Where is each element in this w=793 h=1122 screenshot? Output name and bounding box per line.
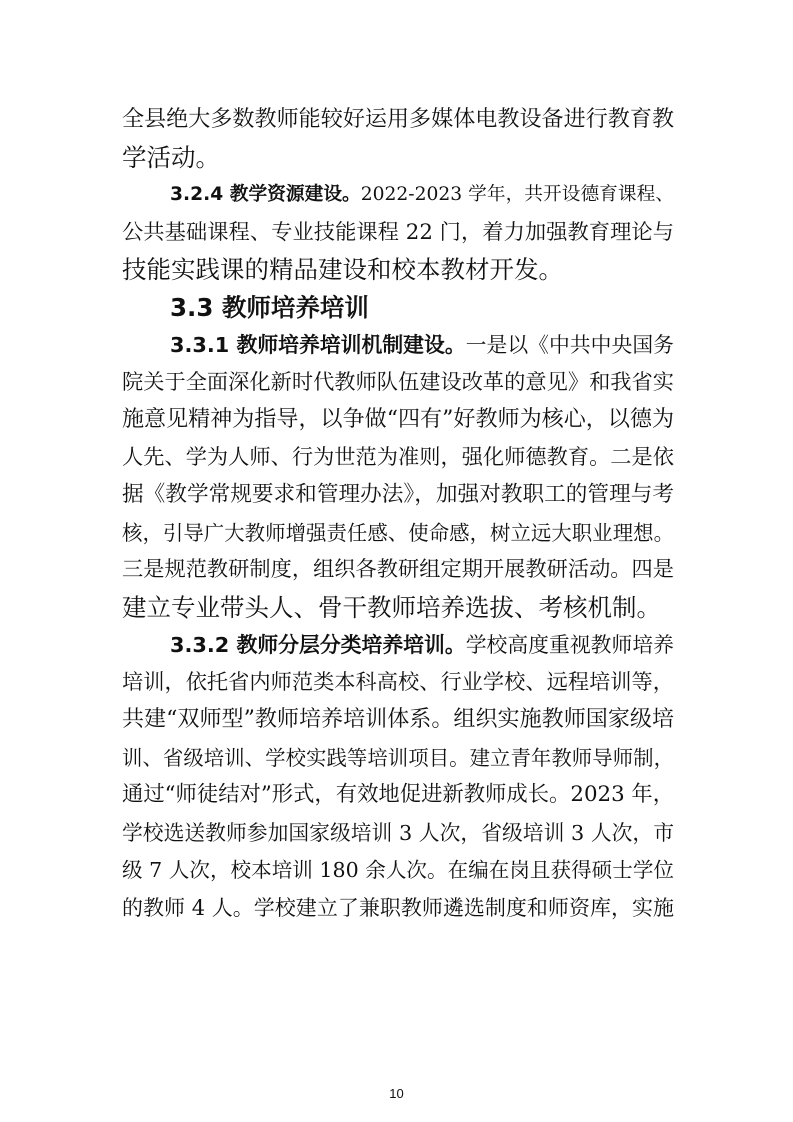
text-line: 全县绝大多数教师能较好运用多媒体电教设备进行教育教 xyxy=(122,107,674,132)
paragraph-3-2-4 xyxy=(170,179,674,211)
text-line: 学校选送教师参加国家级培训 3 人次，省级培训 3 人次，市 xyxy=(122,820,675,845)
text-line: 训、省级培训、学校实践等培训项目。建立青年教师导师制， xyxy=(122,745,674,770)
text-line: 共建“双师型”教师培养培训体系。组织实施教师国家级培 xyxy=(122,707,674,732)
text-line: 学活动。 xyxy=(122,142,220,172)
text-line: 通过“师徒结对”形式，有效地促进新教师成长。2023 年， xyxy=(122,782,675,807)
text-line: 培训，依托省内师范类本科高校、行业学校、远程培训等， xyxy=(122,669,674,695)
text-line: 技能实践课的精品建设和校本教材开发。 xyxy=(122,255,563,284)
paragraph-3-3-2 xyxy=(170,629,674,661)
text-line: 建立专业带头人、骨干教师培养选拔、考核机制。 xyxy=(122,592,661,622)
section-heading: 3.3.2 教师分层分类培养培训。 xyxy=(170,633,466,657)
text-line: 核，引导广大教师增强责任感、使命感，树立远大职业理想。 xyxy=(122,520,674,545)
text-line: 院关于全面深化新时代教师队伍建设改革的意见》和我省实 xyxy=(122,369,674,395)
text-line: 据《教学常规要求和管理办法》，加强对教职工的管理与考 xyxy=(122,482,674,507)
text-line: 的教师 4 人。学校建立了兼职教师遴选制度和师资库，实施 xyxy=(122,895,674,920)
page-number: 10 xyxy=(389,1086,404,1101)
text-run: 学校高度重视教师培养 xyxy=(465,633,674,657)
text-line: 施意见精神为指导，以争做“四有”好教师为核心，以德为 xyxy=(122,407,674,432)
text-line: 公共基础课程、专业技能课程 22 门，着力加强教育理论与 xyxy=(122,219,674,245)
text-run: 一是以《中共中央国务 xyxy=(465,333,674,357)
section-heading-3-3: 3.3 教师培养培训 xyxy=(170,292,369,322)
text-line: 人先、学为人师、行为世范为准则，强化师德教育。二是依 xyxy=(122,444,674,470)
text-line: 级 7 人次，校本培训 180 余人次。在编在岗且获得硕士学位 xyxy=(122,858,674,882)
text-line: 三是规范教研制度，组织各教研组定期开展教研活动。四是 xyxy=(122,557,674,582)
text-run: 2022-2023 学年，共开设德育课程、 xyxy=(360,184,674,205)
paragraph-3-3-1 xyxy=(170,329,674,361)
section-heading: 3.2.4 教学资源建设。 xyxy=(170,184,361,205)
section-heading: 3.3.1 教师培养培训机制建设。 xyxy=(170,333,466,357)
